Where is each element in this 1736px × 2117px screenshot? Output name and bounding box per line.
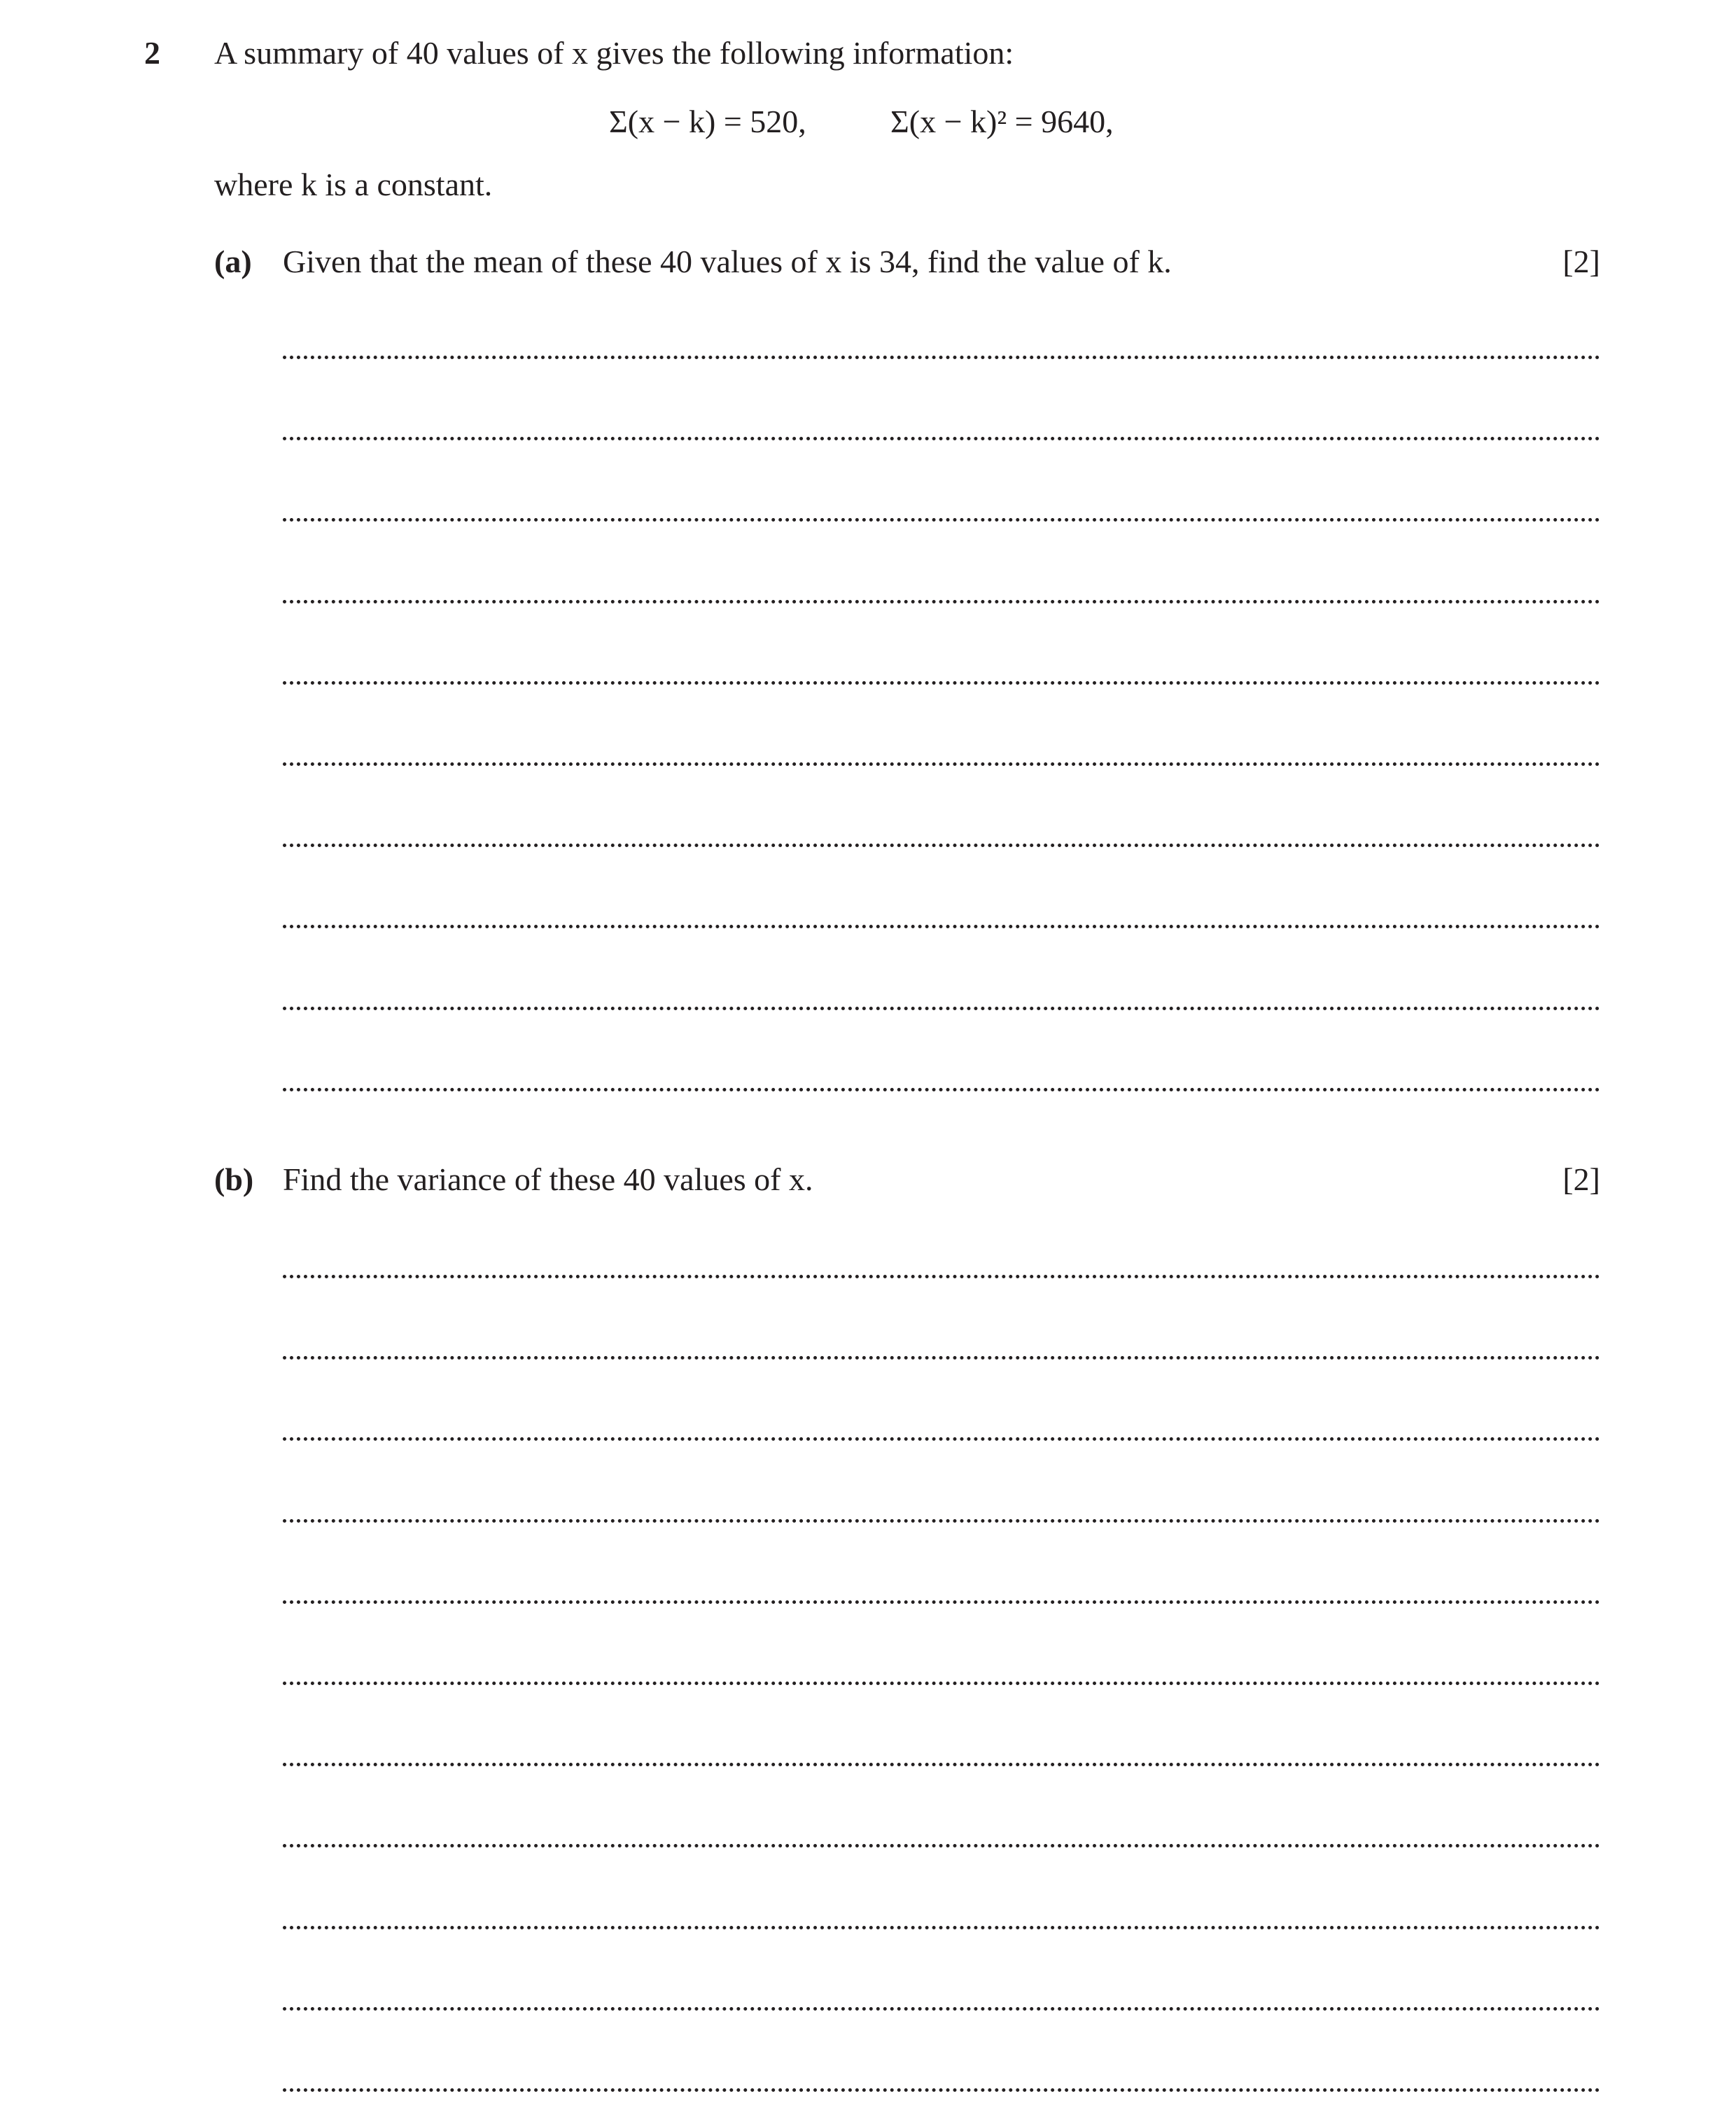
answer-line[interactable] (283, 600, 1600, 603)
answer-line[interactable] (283, 356, 1600, 359)
answer-line[interactable] (283, 2088, 1600, 2092)
part-a-marks: [2] (1562, 244, 1600, 279)
answer-line[interactable] (283, 844, 1600, 847)
answer-line[interactable] (283, 1763, 1600, 1766)
answer-line[interactable] (283, 925, 1600, 928)
answer-line[interactable] (283, 437, 1600, 440)
part-a-question: Given that the mean of these 40 values of x is 34, find the value of k. (283, 244, 1172, 279)
answer-line[interactable] (283, 681, 1600, 685)
answer-line[interactable] (283, 1844, 1600, 1847)
formula-sum-squared-deviation: Σ(x − k)² = 9640, (890, 104, 1114, 139)
question-number: 2 (144, 35, 160, 71)
part-b-question: Find the variance of these 40 values of x. (283, 1161, 813, 1197)
formula-sum-deviation: Σ(x − k) = 520, (609, 104, 806, 139)
answer-line[interactable] (283, 1437, 1600, 1441)
answer-line[interactable] (283, 1275, 1600, 1278)
part-b-label: (b) (214, 1161, 254, 1197)
answer-line[interactable] (283, 1682, 1600, 1685)
answer-line[interactable] (283, 1926, 1600, 1929)
question-intro: A summary of 40 values of x gives the following information: (214, 35, 1014, 71)
answer-line[interactable] (283, 1356, 1600, 1360)
answer-line[interactable] (283, 1007, 1600, 1010)
answer-line[interactable] (283, 1088, 1600, 1091)
part-a-label: (a) (214, 244, 252, 279)
constant-note: where k is a constant. (214, 167, 493, 202)
answer-line[interactable] (283, 2007, 1600, 2011)
part-b-marks: [2] (1562, 1161, 1600, 1197)
answer-line[interactable] (283, 1519, 1600, 1523)
answer-line[interactable] (283, 518, 1600, 522)
answer-line[interactable] (283, 1600, 1600, 1604)
answer-line[interactable] (283, 762, 1600, 766)
